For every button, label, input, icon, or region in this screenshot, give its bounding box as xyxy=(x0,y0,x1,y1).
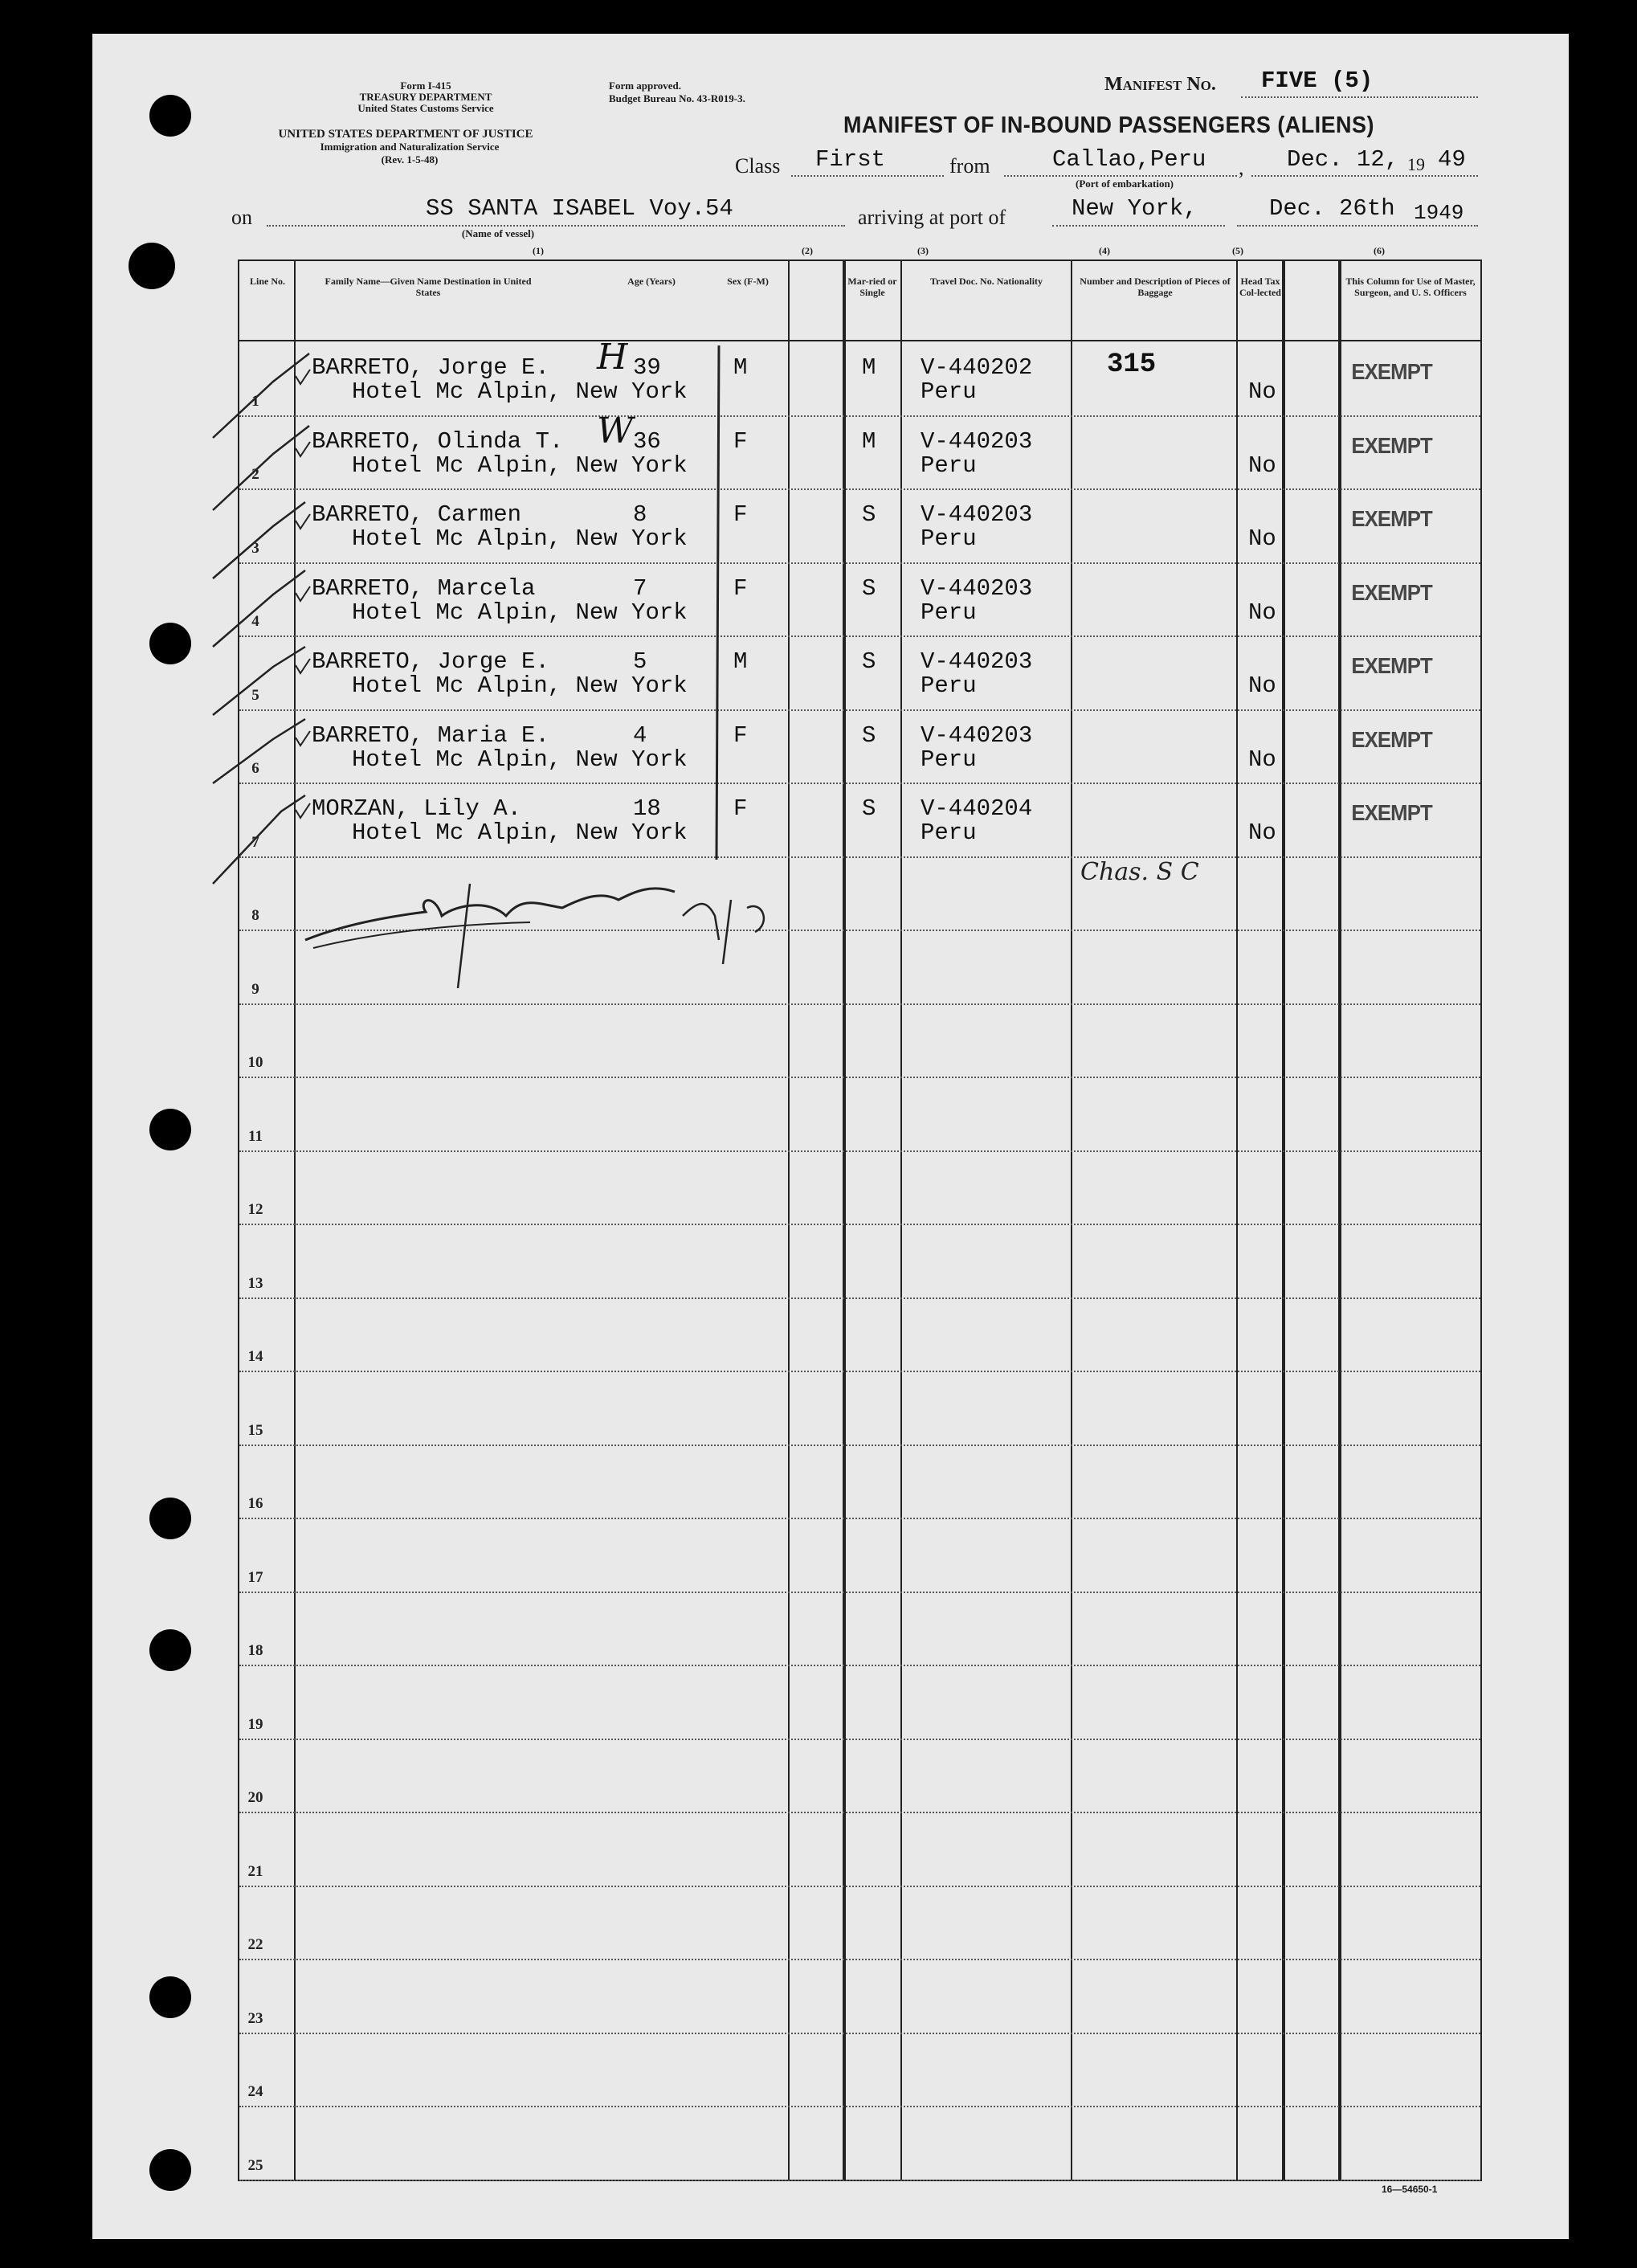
passenger-sex: F xyxy=(733,427,748,455)
dept-of-justice: UNITED STATES DEPARTMENT OF JUSTICE xyxy=(278,128,533,141)
line-number: 24 xyxy=(247,2083,263,2100)
punch-hole xyxy=(149,1629,191,1671)
row-divider xyxy=(239,1665,1480,1666)
line-number: 19 xyxy=(247,1715,263,1733)
passenger-destination: Hotel Mc Alpin, New York xyxy=(352,378,688,405)
budget-bureau: Budget Bureau No. 43-R019-3. xyxy=(609,92,745,104)
line-number: 8 xyxy=(251,907,259,924)
row-divider xyxy=(239,783,1480,784)
class-line xyxy=(791,175,944,177)
col-num-2: (2) xyxy=(802,245,813,256)
row-divider xyxy=(239,635,1480,637)
arrival-port-line xyxy=(1052,225,1225,227)
col-num-5: (5) xyxy=(1232,245,1243,256)
row-divider xyxy=(239,1592,1480,1593)
row-divider xyxy=(239,1371,1480,1372)
punch-hole xyxy=(129,243,175,289)
passenger-sex: F xyxy=(733,574,748,602)
passenger-sex: M xyxy=(733,354,748,381)
class-label: Class xyxy=(735,154,781,178)
travel-doc-number: V-440203 xyxy=(921,648,1033,675)
col-header-officers: This Column for Use of Master, Surgeon, and U. S. Officers xyxy=(1345,276,1476,298)
travel-doc-number: V-440203 xyxy=(921,721,1033,749)
travel-doc-number: V-440203 xyxy=(921,574,1033,602)
passenger-age: 36 xyxy=(633,427,661,455)
col-divider xyxy=(788,261,790,2180)
passenger-marital-status: S xyxy=(862,721,876,749)
passenger-age: 18 xyxy=(633,795,661,822)
row-divider xyxy=(239,709,1480,711)
passenger-age: 4 xyxy=(633,721,647,749)
footer-code: 16—54650-1 xyxy=(1382,2184,1438,2195)
line-number: 15 xyxy=(247,1421,263,1439)
passenger-destination: Hotel Mc Alpin, New York xyxy=(352,819,688,846)
from-label: from xyxy=(949,154,990,178)
head-tax: No xyxy=(1248,599,1276,626)
head-tax: No xyxy=(1248,746,1276,773)
head-tax: No xyxy=(1248,378,1276,405)
row-divider xyxy=(239,1739,1480,1740)
punch-hole xyxy=(149,2149,191,2191)
officer-stamp: EXEMPT xyxy=(1351,726,1432,752)
passenger-destination: Hotel Mc Alpin, New York xyxy=(352,672,688,699)
customs-service: United States Customs Service xyxy=(357,102,494,114)
line-number: 20 xyxy=(247,1789,263,1806)
arrival-port: New York, xyxy=(1072,195,1198,222)
passenger-name: BARRETO, Olinda T. xyxy=(312,427,564,455)
immigration-service: Immigration and Naturalization Service xyxy=(320,141,500,153)
row-divider xyxy=(239,1150,1480,1152)
nationality: Peru xyxy=(921,452,977,479)
bracket-mark xyxy=(707,345,731,860)
vessel-caption: (Name of vessel) xyxy=(461,227,535,239)
col-divider xyxy=(844,261,846,2180)
arrival-date: Dec. 26th xyxy=(1269,195,1395,222)
col-divider xyxy=(900,261,902,2180)
handwritten-baggage-note: Chas. S C xyxy=(1080,858,1199,886)
passenger-marital-status: S xyxy=(862,648,876,675)
col-divider xyxy=(1071,261,1072,2180)
nationality: Peru xyxy=(921,378,977,405)
manifest-no-label: Manifest No. xyxy=(1104,74,1216,95)
comma-1: , xyxy=(1239,156,1244,179)
passenger-marital-status: S xyxy=(862,795,876,822)
col-header-baggage: Number and Description of Pieces of Baggage xyxy=(1080,276,1231,298)
passenger-age: 7 xyxy=(633,574,647,602)
punch-hole xyxy=(149,623,191,664)
officer-stamp: EXEMPT xyxy=(1351,800,1432,825)
from-line xyxy=(1004,175,1237,177)
passenger-name: BARRETO, Carmen xyxy=(312,501,522,528)
passenger-destination: Hotel Mc Alpin, New York xyxy=(352,452,688,479)
row-divider xyxy=(239,1445,1480,1446)
travel-doc-number: V-440202 xyxy=(921,354,1033,381)
row-divider xyxy=(239,856,1480,858)
row-divider xyxy=(239,1224,1480,1225)
row-divider xyxy=(239,1077,1480,1078)
line-number: 11 xyxy=(248,1127,263,1145)
officer-stamp: EXEMPT xyxy=(1351,359,1432,384)
nationality: Peru xyxy=(921,819,977,846)
passenger-age: 39 xyxy=(633,354,661,381)
head-tax: No xyxy=(1248,452,1276,479)
col-header-married: Mar-ried or Single xyxy=(847,276,897,298)
officer-stamp: EXEMPT xyxy=(1351,653,1432,678)
manifest-no-line xyxy=(1241,96,1478,98)
col-divider xyxy=(1340,261,1341,2180)
vessel-line xyxy=(267,225,845,227)
manifest-table xyxy=(238,259,1482,2181)
line-number: 21 xyxy=(247,1862,263,1880)
form-approved: Form approved. xyxy=(609,80,682,92)
line-number: 7 xyxy=(251,833,259,851)
line-number: 12 xyxy=(247,1201,263,1218)
line-number: 22 xyxy=(247,1936,263,1953)
passenger-name: MORZAN, Lily A. xyxy=(312,795,522,822)
row-divider xyxy=(239,1959,1480,1960)
row-divider xyxy=(239,1297,1480,1299)
line-number: 9 xyxy=(251,980,259,998)
passenger-marital-status: S xyxy=(862,574,876,602)
passenger-sex: F xyxy=(733,721,748,749)
arrival-date-line xyxy=(1237,225,1478,227)
nationality: Peru xyxy=(921,599,977,626)
on-label: on xyxy=(231,206,252,229)
manifest-title: MANIFEST OF IN-BOUND PASSENGERS (ALIENS) xyxy=(843,112,1374,138)
passenger-sex: M xyxy=(733,648,748,675)
punch-hole xyxy=(149,1976,191,2018)
line-number: 23 xyxy=(247,2009,263,2027)
col-divider xyxy=(1236,261,1238,2180)
passenger-age: 8 xyxy=(633,501,647,528)
head-tax: No xyxy=(1248,819,1276,846)
treasury-department: TREASURY DEPARTMENT xyxy=(359,91,492,103)
line-number: 4 xyxy=(251,613,259,630)
class-value: First xyxy=(815,146,886,173)
line-number: 2 xyxy=(251,466,259,483)
header-divider xyxy=(239,340,1480,341)
officer-stamp: EXEMPT xyxy=(1351,579,1432,605)
handwritten-mark: W xyxy=(597,410,634,452)
travel-doc-number: V-440203 xyxy=(921,427,1033,455)
col-header-sex: Sex (F-M) xyxy=(727,276,769,287)
revision: (Rev. 1-5-48) xyxy=(381,153,439,166)
arrival-year: 1949 xyxy=(1414,201,1464,225)
travel-doc-number: V-440203 xyxy=(921,501,1033,528)
port-embarkation-caption: (Port of embarkation) xyxy=(1075,178,1174,190)
officer-stamp: EXEMPT xyxy=(1351,506,1432,531)
line-number: 1 xyxy=(251,392,259,410)
row-divider xyxy=(239,1886,1480,1887)
travel-doc-number: V-440204 xyxy=(921,795,1033,822)
manifest-no: FIVE (5) xyxy=(1261,67,1374,94)
baggage-count: 315 xyxy=(1107,349,1157,380)
col-num-6: (6) xyxy=(1374,245,1385,256)
line-number: 3 xyxy=(251,539,259,557)
nationality: Peru xyxy=(921,746,977,773)
col-header-age: Age (Years) xyxy=(627,276,676,287)
passenger-name: BARRETO, Maria E. xyxy=(312,721,549,749)
nationality: Peru xyxy=(921,672,977,699)
form-number: Form I-415 xyxy=(400,80,451,92)
passenger-name: BARRETO, Jorge E. xyxy=(312,648,549,675)
line-number: 5 xyxy=(251,686,259,704)
col-header-name: Family Name—Given Name Destination in United States xyxy=(325,276,532,298)
row-divider xyxy=(239,2106,1480,2107)
departure-date: Dec. 12, xyxy=(1287,146,1399,173)
officer-stamp: EXEMPT xyxy=(1351,432,1432,458)
arriving-label: arriving at port of xyxy=(858,206,1006,229)
col-num-1: (1) xyxy=(533,245,544,256)
passenger-name: BARRETO, Marcela xyxy=(312,574,536,602)
year-prefix-1: 19 xyxy=(1407,154,1425,174)
head-tax: No xyxy=(1248,525,1276,552)
punch-hole xyxy=(149,95,191,137)
punch-hole xyxy=(149,1498,191,1539)
row-divider xyxy=(239,488,1480,490)
line-number: 14 xyxy=(247,1348,263,1365)
line-number: 25 xyxy=(247,2156,263,2174)
row-check-marks xyxy=(209,337,345,900)
vessel-name: SS SANTA ISABEL Voy.54 xyxy=(426,195,733,222)
line-number: 16 xyxy=(247,1495,263,1512)
col-num-3: (3) xyxy=(917,245,929,256)
line-number: 18 xyxy=(247,1642,263,1659)
row-divider xyxy=(239,2180,1480,2181)
from-value: Callao,Peru xyxy=(1052,146,1206,173)
line-number: 13 xyxy=(247,1274,263,1292)
row-divider xyxy=(239,1518,1480,1519)
passenger-marital-status: M xyxy=(862,354,876,381)
date-line-1 xyxy=(1251,175,1478,177)
nationality: Peru xyxy=(921,525,977,552)
punch-hole xyxy=(149,1109,191,1150)
year-suffix-1: 49 xyxy=(1438,146,1466,173)
passenger-destination: Hotel Mc Alpin, New York xyxy=(352,525,688,552)
line-number: 17 xyxy=(247,1568,263,1586)
col-divider xyxy=(1284,261,1285,2180)
col-header-line-no: Line No. xyxy=(249,276,285,287)
passenger-age: 5 xyxy=(633,648,647,675)
line-number: 6 xyxy=(251,760,259,777)
line-number: 10 xyxy=(247,1054,263,1071)
row-divider xyxy=(239,1812,1480,1813)
col-header-headtax: Head Tax Col-lected xyxy=(1239,276,1281,298)
passenger-name: BARRETO, Jorge E. xyxy=(312,354,549,381)
passenger-sex: F xyxy=(733,501,748,528)
passenger-destination: Hotel Mc Alpin, New York xyxy=(352,746,688,773)
row-divider xyxy=(239,1003,1480,1005)
col-num-4: (4) xyxy=(1099,245,1110,256)
col-header-travel: Travel Doc. No. Nationality xyxy=(929,276,1043,287)
passenger-sex: F xyxy=(733,795,748,822)
row-divider xyxy=(239,2033,1480,2034)
passenger-marital-status: S xyxy=(862,501,876,528)
row-divider xyxy=(239,415,1480,417)
head-tax: No xyxy=(1248,672,1276,699)
row-divider xyxy=(239,562,1480,564)
signature xyxy=(297,868,795,988)
handwritten-mark: H xyxy=(597,337,628,378)
passenger-destination: Hotel Mc Alpin, New York xyxy=(352,599,688,626)
passenger-marital-status: M xyxy=(862,427,876,455)
